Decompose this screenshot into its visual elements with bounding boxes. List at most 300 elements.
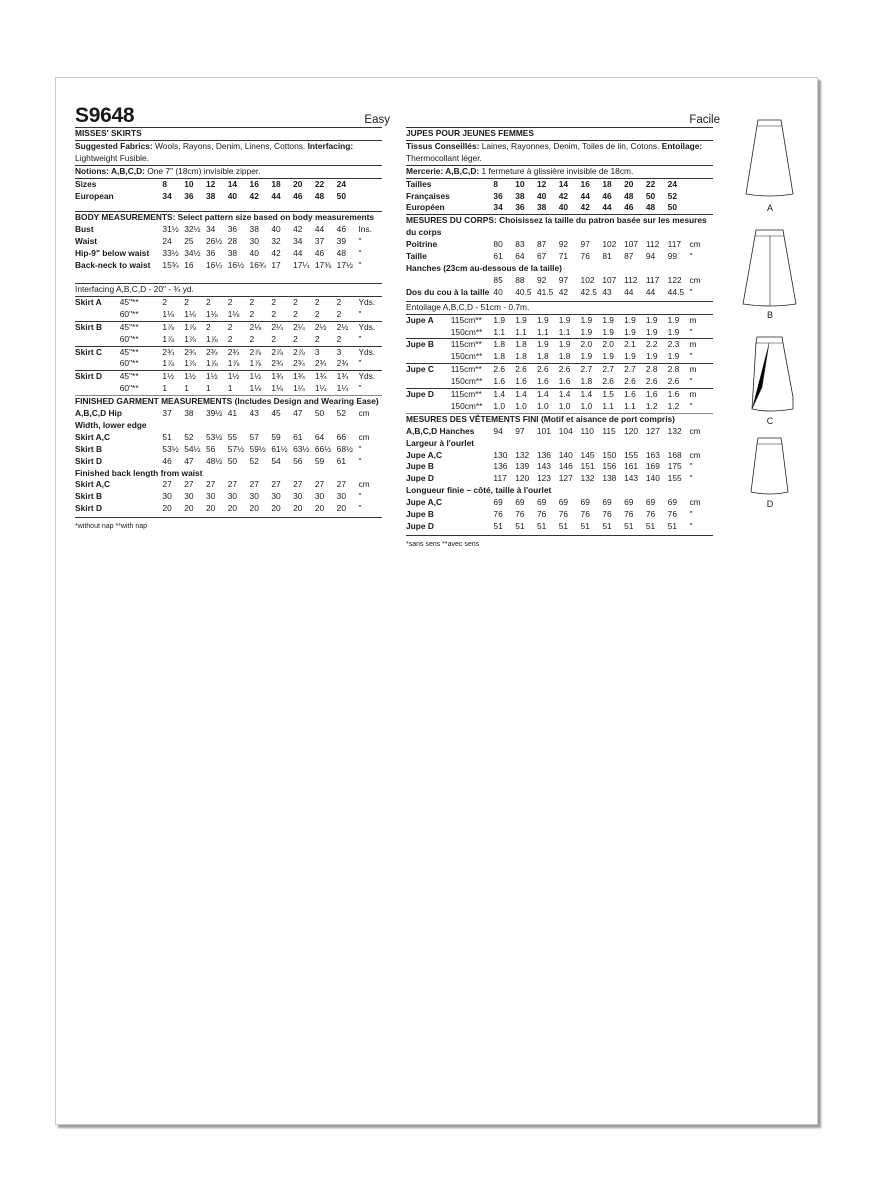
table-cell: 2 [162, 296, 168, 307]
table-cell: 17⅜ [314, 260, 332, 271]
row-label: Poitrine [406, 239, 438, 250]
table-cell: 76 [558, 509, 569, 520]
table-cell: 1.4 [558, 389, 571, 400]
table-cell: 51 [645, 521, 656, 531]
table-cell: m [689, 339, 697, 350]
table-cell: 1⅞ [162, 333, 175, 344]
table-cell: 1¾ [271, 371, 283, 382]
table-cell: 138 [602, 473, 617, 484]
table-cell: " [689, 351, 693, 362]
table-cell: 1½ [205, 371, 218, 382]
table-cell: 46 [602, 190, 612, 201]
table-cell: 2.6 [624, 376, 636, 387]
fabrics-en [75, 141, 382, 166]
row-label: A,B,C,D Hanches [406, 425, 475, 436]
row-label: European [75, 190, 114, 201]
table-cell: cm [358, 408, 370, 419]
table-cell: 25 [184, 236, 194, 247]
back-row [406, 287, 713, 299]
table-cell: 97 [558, 274, 569, 285]
row-label: Largeur à l'ourlet [406, 437, 475, 448]
table-cell: cm [689, 449, 701, 460]
table-cell: 1⅞ [184, 358, 196, 369]
table-cell: 10 [184, 178, 194, 189]
table-cell: 17 [271, 260, 281, 271]
table-cell: 20 [293, 503, 303, 514]
table-cell: 50 [667, 202, 677, 213]
table-cell: 18 [602, 178, 612, 189]
table-cell: 155 [624, 449, 639, 460]
finished-row [75, 479, 382, 491]
table-cell: 50 [227, 455, 238, 466]
table-cell: " [689, 461, 693, 472]
size-row [75, 191, 382, 203]
table-cell: 2 [271, 308, 276, 319]
table-cell: 1.9 [624, 351, 636, 362]
interfacing-text: Thermocollant léger. [406, 152, 482, 163]
table-cell: 2.6 [602, 376, 614, 387]
skirt-d-sketch [740, 436, 800, 498]
table-cell: 27 [205, 479, 216, 490]
table-cell: 2.6 [536, 364, 549, 375]
table-cell: 69 [536, 497, 547, 508]
table-cell: 57½ [227, 443, 245, 454]
row-label: Bust [75, 224, 94, 235]
table-cell: 1.8 [536, 351, 549, 362]
fabric-width: 150cm** [450, 400, 483, 411]
table-cell: 2¼ [293, 321, 305, 332]
table-cell: 30 [184, 491, 194, 502]
table-cell: Yds. [358, 371, 376, 382]
table-cell: 34 [293, 236, 303, 247]
table-cell: " [358, 236, 362, 247]
table-cell: 20 [227, 503, 238, 514]
table-cell: 1.9 [667, 314, 680, 325]
table-cell: 1.8 [493, 339, 506, 350]
table-cell: 3 [314, 346, 320, 357]
table-cell: " [358, 491, 362, 502]
table-cell: 1.9 [645, 326, 658, 337]
hip-table-fr [406, 275, 713, 299]
yardage-view-label: Skirt D [75, 371, 102, 382]
table-cell: 64 [515, 251, 525, 262]
fabric-width: 45"** [119, 371, 139, 382]
hip-label-fr: Hanches (23cm au-dessous de la taille) [406, 262, 562, 273]
size-table-en [75, 179, 382, 203]
table-cell: 16 [184, 260, 194, 271]
fabrics-text: Laines, Rayonnes, Denim, Toiles de lin, Cotons. [479, 140, 662, 151]
table-cell: " [358, 260, 362, 271]
row-label: A,B,C,D Hip [75, 408, 122, 419]
table-cell: 2 [336, 308, 342, 319]
table-cell: 2.7 [580, 364, 593, 375]
table-cell: 1.0 [493, 400, 506, 411]
table-cell: 120 [515, 473, 530, 484]
table-cell: 1⅞ [184, 333, 196, 344]
row-label: Jupe D [406, 473, 434, 484]
table-cell: 76 [536, 509, 547, 520]
table-cell: 1¼ [314, 383, 327, 394]
table-cell: 1.8 [515, 339, 527, 350]
table-cell: 102 [580, 274, 595, 285]
table-cell: 22 [645, 178, 656, 189]
table-cell: 48½ [205, 455, 223, 466]
table-cell: 81 [602, 251, 612, 262]
table-cell: 1.1 [602, 400, 614, 411]
table-cell: 1.9 [580, 326, 593, 337]
finished-row [406, 438, 713, 450]
table-cell: 2 [249, 333, 255, 344]
table-cell: 10 [515, 178, 525, 189]
table-cell: 107 [602, 274, 617, 285]
yardage-view-label: Skirt B [75, 321, 102, 332]
finished-row [75, 456, 382, 468]
table-cell: 97 [515, 425, 525, 436]
table-cell: 76 [515, 509, 525, 520]
table-cell: 15¾ [162, 260, 179, 271]
body-measurements-table-fr [406, 239, 713, 263]
table-cell: 8 [162, 178, 168, 189]
table-cell: 61 [293, 431, 303, 442]
table-cell: 17½ [336, 260, 353, 271]
table-cell: 1½ [162, 371, 175, 382]
yardage-row [406, 351, 713, 363]
fabric-width: 60"** [119, 308, 139, 319]
row-label: Back-neck to waist [75, 260, 151, 271]
table-cell: 12 [536, 178, 547, 189]
table-cell: 1.9 [536, 314, 549, 325]
table-cell: 63½ [293, 443, 310, 454]
sketch-label-b: B [766, 310, 773, 320]
table-cell: 2 [205, 321, 211, 332]
notions-text: One 7" (18cm) invisible zipper. [144, 165, 261, 176]
size-row [75, 179, 382, 191]
table-cell: 1¾ [314, 371, 327, 382]
table-cell: 1.9 [515, 314, 527, 325]
table-cell: " [358, 383, 362, 394]
table-cell: 1⅞ [205, 333, 218, 344]
table-cell: 14 [227, 178, 238, 189]
finished-row [406, 521, 713, 533]
table-cell: 42 [249, 190, 259, 201]
table-cell: 54½ [184, 443, 201, 454]
table-cell: 3 [336, 346, 342, 357]
table-cell: " [689, 286, 693, 297]
table-cell: 8 [493, 178, 499, 189]
table-cell: 69 [645, 497, 656, 508]
table-cell: " [689, 326, 693, 337]
table-cell: 40 [227, 190, 238, 201]
table-cell: 37 [162, 408, 172, 419]
table-cell: 16¾ [249, 260, 266, 271]
table-cell: 2¾ [293, 358, 305, 369]
table-cell: 76 [580, 509, 590, 520]
table-cell: 46 [293, 190, 303, 201]
table-cell: 48 [645, 202, 656, 213]
yardage-view-label [75, 309, 120, 321]
table-cell: 2¼ [271, 321, 283, 332]
yardage-view-label: Skirt A [75, 296, 102, 307]
yardage-view-label [75, 383, 120, 395]
notions-label: Notions: A,B,C,D: [75, 165, 145, 176]
notions-text: 1 fermeture à glissière invisible de 18cm. [479, 165, 634, 176]
table-cell: 53½ [162, 443, 179, 454]
table-cell: 127 [558, 473, 573, 484]
table-cell: 50 [336, 190, 346, 201]
table-cell: 2¾ [314, 358, 327, 369]
table-cell: 1.0 [515, 400, 527, 411]
body-measurements-title-fr: MESURES DU CORPS: Choisissez la taille du patron basée sur les mesures du corps [406, 215, 707, 238]
table-cell: 1¾ [293, 371, 305, 382]
table-cell: 47 [184, 455, 194, 466]
table-cell: 46 [336, 224, 346, 235]
table-cell: 47 [293, 408, 303, 419]
table-cell: Ins. [358, 224, 372, 235]
table-cell: Yds. [358, 346, 376, 357]
table-cell: " [689, 509, 693, 520]
table-cell: 51 [493, 521, 503, 531]
yardage-row [406, 339, 713, 351]
table-cell: 27 [293, 479, 303, 490]
french-column [406, 108, 713, 551]
fabric-width: 115cm** [450, 339, 482, 350]
table-cell: 20 [624, 178, 634, 189]
table-cell: 1⅛ [227, 308, 240, 319]
table-cell: 83 [515, 239, 525, 250]
table-cell: 1¼ [293, 383, 305, 394]
table-cell: 2.7 [624, 364, 636, 375]
row-label: Tailles [406, 178, 432, 189]
table-cell: 88 [515, 274, 525, 285]
table-cell: 1¾ [336, 371, 349, 382]
row-label: Skirt D [75, 503, 102, 514]
table-cell: 120 [624, 425, 639, 436]
table-cell: 39½ [205, 408, 223, 419]
table-cell: 30 [336, 491, 346, 502]
table-cell: 1⅛ [184, 308, 196, 319]
table-cell: 2⅞ [293, 346, 305, 357]
table-cell: 51 [602, 521, 612, 531]
interfacing-yardage-en: Interfacing A,B,C,D - 20" - ¾ yd. [75, 283, 194, 294]
body-row [75, 260, 382, 272]
finished-row [406, 473, 713, 485]
difficulty-level-fr: Facile [689, 114, 720, 126]
table-cell: 46 [624, 202, 634, 213]
table-cell: 1⅞ [184, 321, 196, 332]
table-cell: 1⅛ [162, 308, 175, 319]
table-cell: 2.3 [667, 339, 680, 350]
table-cell: 40 [271, 224, 281, 235]
table-cell: 110 [580, 425, 594, 436]
table-cell: 44 [314, 224, 325, 235]
fabrics-fr [406, 141, 713, 166]
table-cell: 14 [558, 178, 569, 189]
row-label [406, 275, 493, 287]
table-cell [358, 179, 382, 191]
table-cell: 1.6 [624, 389, 636, 400]
table-cell: 2.6 [493, 364, 506, 375]
yardage-row [75, 296, 382, 308]
table-cell: 27 [314, 479, 325, 490]
fabric-width: 115cm** [450, 314, 482, 325]
size-row [406, 179, 713, 191]
table-cell: 45 [271, 408, 281, 419]
table-cell: 2 [293, 296, 298, 307]
table-cell: 1.9 [602, 351, 614, 362]
finished-measurements-title-fr: MESURES DES VÊTEMENTS FINI (Motif et aisance de port compris) [406, 413, 713, 426]
row-label: Finished back length from waist [75, 467, 203, 478]
table-cell: 122 [667, 274, 682, 285]
body-row [75, 236, 382, 248]
table-cell: 38 [227, 248, 238, 259]
finished-row [75, 408, 382, 420]
table-cell: 2¾ [184, 346, 196, 357]
table-cell: 40 [558, 202, 569, 213]
table-cell: m [689, 314, 697, 325]
table-cell: 69 [515, 497, 525, 508]
table-cell: 175 [667, 461, 682, 472]
table-cell: 76 [667, 509, 677, 520]
table-cell: 145 [580, 449, 595, 460]
table-cell: 1⅞ [227, 358, 240, 369]
finished-measurements-table-en [75, 408, 382, 515]
table-cell: 69 [624, 497, 634, 508]
table-cell: 55 [227, 431, 238, 442]
table-cell: 99 [667, 251, 677, 262]
table-cell: 50 [645, 190, 656, 201]
table-cell: 52 [667, 190, 677, 201]
table-cell: 1.6 [645, 389, 658, 400]
table-cell: 1.9 [645, 351, 658, 362]
table-cell: 40 [536, 190, 547, 201]
table-cell: m [689, 389, 697, 400]
table-cell: 132 [580, 473, 595, 484]
yardage-row [75, 358, 382, 370]
table-cell: 56 [205, 443, 216, 454]
table-cell: 61 [336, 455, 346, 466]
table-cell: 53½ [205, 431, 223, 442]
table-cell: 2 [336, 333, 342, 344]
table-cell: 143 [624, 473, 639, 484]
table-cell: 2.2 [645, 339, 658, 350]
table-cell: cm [689, 497, 701, 508]
table-cell: 150 [602, 449, 617, 460]
table-cell: 22 [314, 178, 325, 189]
table-cell: 2.8 [667, 364, 680, 375]
table-cell: 1.9 [558, 339, 571, 350]
skirt-c-sketch [740, 335, 800, 415]
row-label: Jupe A,C [406, 497, 442, 508]
table-cell: cm [689, 239, 701, 250]
table-cell: 30 [249, 491, 259, 502]
table-cell: 59 [314, 455, 325, 466]
table-cell: 140 [558, 449, 573, 460]
table-cell: 2 [271, 296, 276, 307]
table-cell: 24 [336, 178, 346, 189]
table-cell: 38 [205, 190, 216, 201]
table-cell: 36 [227, 224, 238, 235]
table-cell: 2¾ [205, 346, 218, 357]
table-cell: 76 [493, 509, 503, 520]
table-cell: 51 [515, 521, 525, 531]
table-cell: " [689, 251, 693, 262]
yardage-view-label [75, 358, 120, 370]
table-cell: 20 [271, 503, 281, 514]
table-cell: 140 [645, 473, 660, 484]
fabrics-text: Wools, Rayons, Denim, Linens, Cottons. [152, 140, 308, 151]
size-row [406, 202, 713, 214]
table-cell: 61½ [271, 443, 288, 454]
table-cell: 2 [293, 333, 298, 344]
table-cell: 42 [293, 224, 303, 235]
table-cell: 123 [536, 473, 551, 484]
yardage-view-label: Jupe B [406, 339, 434, 350]
table-cell: 2 [249, 296, 255, 307]
yardage-row [75, 371, 382, 383]
table-cell: 1.9 [667, 326, 680, 337]
skirt-b-sketch [740, 228, 800, 308]
table-cell: 36 [493, 190, 503, 201]
table-cell: 1.6 [515, 376, 527, 387]
table-cell: 20 [205, 503, 216, 514]
hip-row [406, 275, 713, 287]
table-cell: 2⅞ [271, 346, 283, 357]
table-cell [689, 202, 713, 214]
yardage-group [75, 321, 382, 346]
garment-title-fr: JUPES POUR JEUNES FEMMES [406, 127, 713, 141]
table-cell: 61 [493, 251, 503, 262]
yardage-group [75, 346, 382, 371]
table-cell: 1.8 [515, 351, 527, 362]
table-cell: " [689, 473, 693, 484]
table-cell: 139 [515, 461, 530, 472]
table-cell: " [358, 248, 362, 259]
table-cell: 1.0 [580, 400, 593, 411]
table-cell: 34½ [184, 248, 201, 259]
row-label: Jupe B [406, 461, 434, 472]
table-cell: 44 [602, 202, 612, 213]
table-cell: 66 [336, 431, 346, 442]
yardage-row [406, 376, 713, 388]
table-cell: 151 [580, 461, 595, 472]
table-cell: 34 [162, 190, 172, 201]
table-cell: 2 [314, 333, 320, 344]
table-cell: " [358, 503, 362, 514]
table-cell: 27 [227, 479, 238, 490]
table-cell: m [689, 364, 697, 375]
table-cell: 30 [271, 491, 281, 502]
table-cell: cm [689, 274, 701, 285]
table-cell: 1.8 [558, 351, 571, 362]
row-label: Longueur finie – côté, taille à l'ourlet [406, 485, 552, 496]
table-cell: " [358, 333, 362, 344]
table-cell: 102 [602, 239, 617, 250]
table-cell: 27 [249, 479, 259, 490]
table-cell: 2 [184, 296, 189, 307]
table-cell: 40 [493, 286, 503, 297]
table-cell: 80 [493, 239, 503, 250]
finished-row [75, 420, 382, 432]
table-cell: 1.9 [624, 326, 636, 337]
finished-row [406, 485, 713, 497]
table-cell [689, 179, 713, 191]
table-cell: 2.7 [602, 364, 614, 375]
table-cell: 59½ [249, 443, 266, 454]
table-cell: 54 [271, 455, 281, 466]
yardage-view-label: Skirt C [75, 346, 102, 357]
table-cell: 1⅛ [205, 308, 218, 319]
table-cell: 1 [162, 383, 168, 394]
